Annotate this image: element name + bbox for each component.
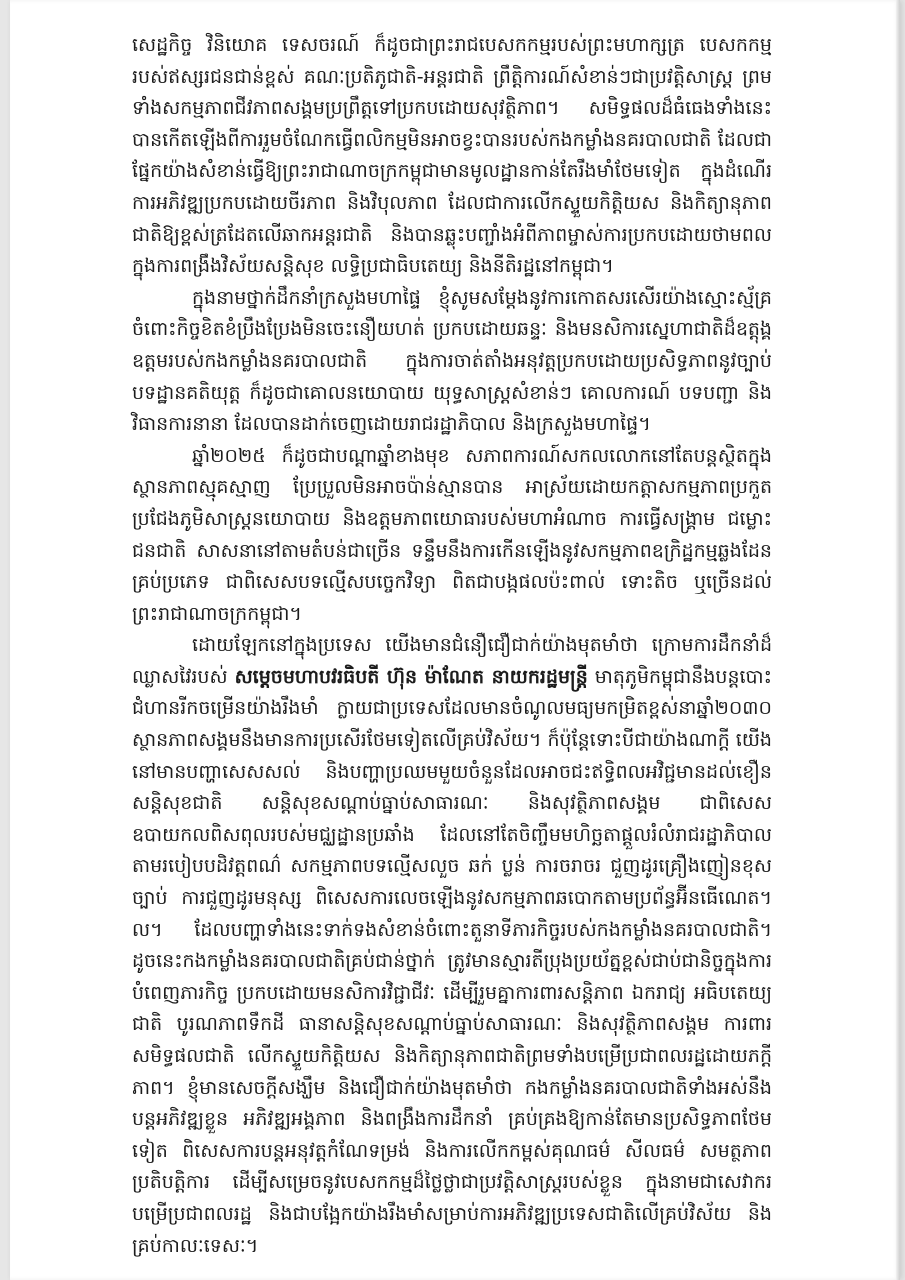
document-page [10, 0, 900, 1280]
paragraph-3: ឆ្នាំ២០២៥ ក៏ដូចជាបណ្ដាឆ្នាំខាងមុខ សភាពការណ៍សកលលោកនៅតែបន្តស្ថិតក្នុងស្ថានភាពស្មុគស្មាញ ប្រែប្រួលមិនអាចប៉ាន់ស្មានបាន អាស្រ័យដោយកត្តាសកម្មភាពប្រកួតប្រជែងភូមិសាស្ត្រនយោបាយ និងឧត្តមភាពយោធារបស់មហាអំណាច ការធ្វើសង្គ្រាម ជម្លោះជនជាតិ សាសនានៅតាមតំបន់ជាច្រើន ទន្ទឹមនឹងការកើនឡើងនូវសកម្មភាពឧក្រិដ្ឋកម្មឆ្លងដែនគ្រប់ប្រភេទ ជាពិសេសបទល្មើសបច្ចេកវិទ្យា ពិតជាបង្កផលប៉ះពាល់ ទោះតិច ឬច្រើនដល់ព្រះរាជាណាចក្រកម្ពុជា។ [132, 444, 772, 625]
paragraph-2: ក្នុងនាមថ្នាក់ដឹកនាំក្រសួងមហាផ្ទៃ ខ្ញុំសូមសម្ដែងនូវការកោតសរសើរយ៉ាងស្មោះស្ម័គ្រចំពោះកិច្ចខិតខំប្រឹងប្រែងមិនចេះនឿយហត់ ប្រកបដោយឆន្ទៈ និងមនសិការស្នេហាជាតិដ៏ឧត្តុង្គឧត្តមរបស់កងកម្លាំងនគរបាលជាតិ ក្នុងការចាត់តាំងអនុវត្តប្រកបដោយប្រសិទ្ធភាពនូវច្បាប់ បទដ្ឋានគតិយុត្ត ក៏ដូចជាគោលនយោបាយ យុទ្ធសាស្ត្រសំខាន់ៗ គោលការណ៍ បទបញ្ជា និងវិធានការនានា ដែលបានដាក់ចេញដោយរាជរដ្ឋាភិបាល និងក្រសួងមហាផ្ទៃ។ [132, 286, 772, 436]
document-body [132, 30, 772, 1262]
paragraph-4 [132, 630, 772, 1262]
paragraph-4-body: មាតុភូមិកម្ពុជានឹងបន្តបោះជំហានរីកចម្រើនយ៉ាងរឹងមាំ ក្លាយជាប្រទេសដែលមានចំណូលមធ្យមកម្រិតខ្ពស់នាឆ្នាំ២០៣០ ស្ថានភាពសង្គមនឹងមានការប្រសើរថែមទៀតលើគ្រប់វិស័យ។ ក៏ប៉ុន្តែទោះបីជាយ៉ាងណាក្តី យើងនៅមានបញ្ហាសេសសល់ និងបញ្ហាប្រឈមមួយចំនួនដែលអាចជះឥទ្ធិពលអវិជ្ជមានដល់ខឿនសន្តិសុខជាតិ សន្តិសុខសណ្ដាប់ធ្នាប់សាធារណៈ និងសុវត្ថិភាពសង្គម ជាពិសេសឧបាយកលពិសពុលរបស់មជ្ឈដ្ឋានប្រឆាំង ដែលនៅតែចិញ្ចឹមមហិច្ឆតាផ្ដួលរំលំរាជរដ្ឋាភិបាលតាមរបៀបបដិវត្តពណ៌ សកម្មភាពបទល្មើសលួច ឆក់ ប្លន់ ការចរាចរ ជួញដូរគ្រឿងញៀនខុសច្បាប់ ការជួញដូរមនុស្ស ពិសេសការលេចឡើងនូវសកម្មភាពឆបោកតាមប្រព័ន្ធអ៊ីនធើណេត។ល។ ដែលបញ្ហាទាំងនេះទាក់ទងសំខាន់ចំពោះតួនាទីភារកិច្ចរបស់កងកម្លាំងនគរបាលជាតិ។ ដូចនេះកងកម្លាំងនគរបាលជាតិគ្រប់ជាន់ថ្នាក់ ត្រូវមានស្មារតីប្រុងប្រយ័ត្នខ្ពស់ជាប់ជានិច្ចក្នុងការបំពេញភារកិច្ច ប្រកបដោយមនសិការវិជ្ជាជីវៈ ដើម្បីរួមគ្នាការពារសន្តិភាព ឯករាជ្យ អធិបតេយ្យជាតិ បូរណភាពទឹកដី ធានាសន្តិសុខសណ្ដាប់ធ្នាប់សាធារណៈ និងសុវត្ថិភាពសង្គម ការពារសមិទ្ធផលជាតិ លើកស្ទួយកិត្តិយស និងកិត្យានុភាពជាតិព្រមទាំងបម្រើប្រជាពលរដ្ឋដោយភក្ដីភាព។ ខ្ញុំមានសេចក្តីសង្ឃឹម និងជឿជាក់យ៉ាងមុតមាំថា កងកម្លាំងនគរបាលជាតិទាំងអស់នឹងបន្តអភិវឌ្ឍខ្លួន អភិវឌ្ឍអង្គភាព និងពង្រឹងការដឹកនាំ គ្រប់គ្រងឱ្យកាន់តែមានប្រសិទ្ធភាពថែមទៀត ពិសេសការបន្តអនុវត្តកំណែទម្រង់ និងការលើកកម្ពស់គុណធម៌ សីលធម៌ សមត្ថភាពប្រតិបត្តិការ ដើម្បីសម្រេចនូវបេសកកម្មដ៏ថ្លៃថ្លាជាប្រវត្តិសាស្ត្ររបស់ខ្លួន ក្នុងនាមជាសេវាករបម្រើប្រជាពលរដ្ឋ និងជាបង្អែកយ៉ាងរឹងមាំសម្រាប់ការអភិវឌ្ឍប្រទេសជាតិលើគ្រប់វិស័យ និងគ្រប់កាលៈទេសៈ។ [132, 665, 772, 1257]
paragraph-4-intro: ដោយឡែកនៅក្នុងប្រទេស យើងមានជំនឿជឿជាក់យ៉ាងមុតមាំថា ក្រោមការដឹកនាំដ៏ឈ្លាសវៃរបស់ [132, 634, 772, 688]
prime-minister-name: សម្ដេចមហាបវរធិបតី ហ៊ុន ម៉ាណែត នាយករដ្ឋមន្ត្រី [234, 665, 588, 688]
paragraph-1: សេដ្ឋកិច្ច វិនិយោគ ទេសចរណ៍ ក៏ដូចជាព្រះរាជបេសកកម្មរបស់ព្រះមហាក្សត្រ បេសកកម្មរបស់ឥស្សរជនជាន់ខ្ពស់ គណៈប្រតិភូជាតិ-អន្តរជាតិ ព្រឹត្តិការណ៍សំខាន់ៗជាប្រវត្តិសាស្ត្រ ព្រមទាំងសកម្មភាពជីវភាពសង្គមប្រព្រឹត្តទៅប្រកបដោយសុវត្ថិភាព។ សមិទ្ធផលដ៏ធំធេងទាំងនេះ បានកើតឡើងពីការរួមចំណែកធ្វើពលិកម្មមិនអាចខ្វះបានរបស់កងកម្លាំងនគរបាលជាតិ ដែលជាផ្នែកយ៉ាងសំខាន់ធ្វើឱ្យព្រះរាជាណាចក្រកម្ពុជាមានមូលដ្ឋានកាន់តែរឹងមាំថែមទៀត ក្នុងដំណើរការអភិវឌ្ឍប្រកបដោយចីរភាព និងវិបុលភាព ដែលជាការលើកស្ទួយកិត្តិយស និងកិត្យានុភាពជាតិឱ្យខ្ពស់ត្រដែតលើឆាកអន្តរជាតិ និងបានឆ្លុះបញ្ចាំងអំពីភាពម្ចាស់ការប្រកបដោយថាមពលក្នុងការពង្រឹងវិស័យសន្តិសុខ លទ្ធិប្រជាធិបតេយ្យ និងនីតិរដ្ឋនៅកម្ពុជា។ [132, 34, 772, 278]
